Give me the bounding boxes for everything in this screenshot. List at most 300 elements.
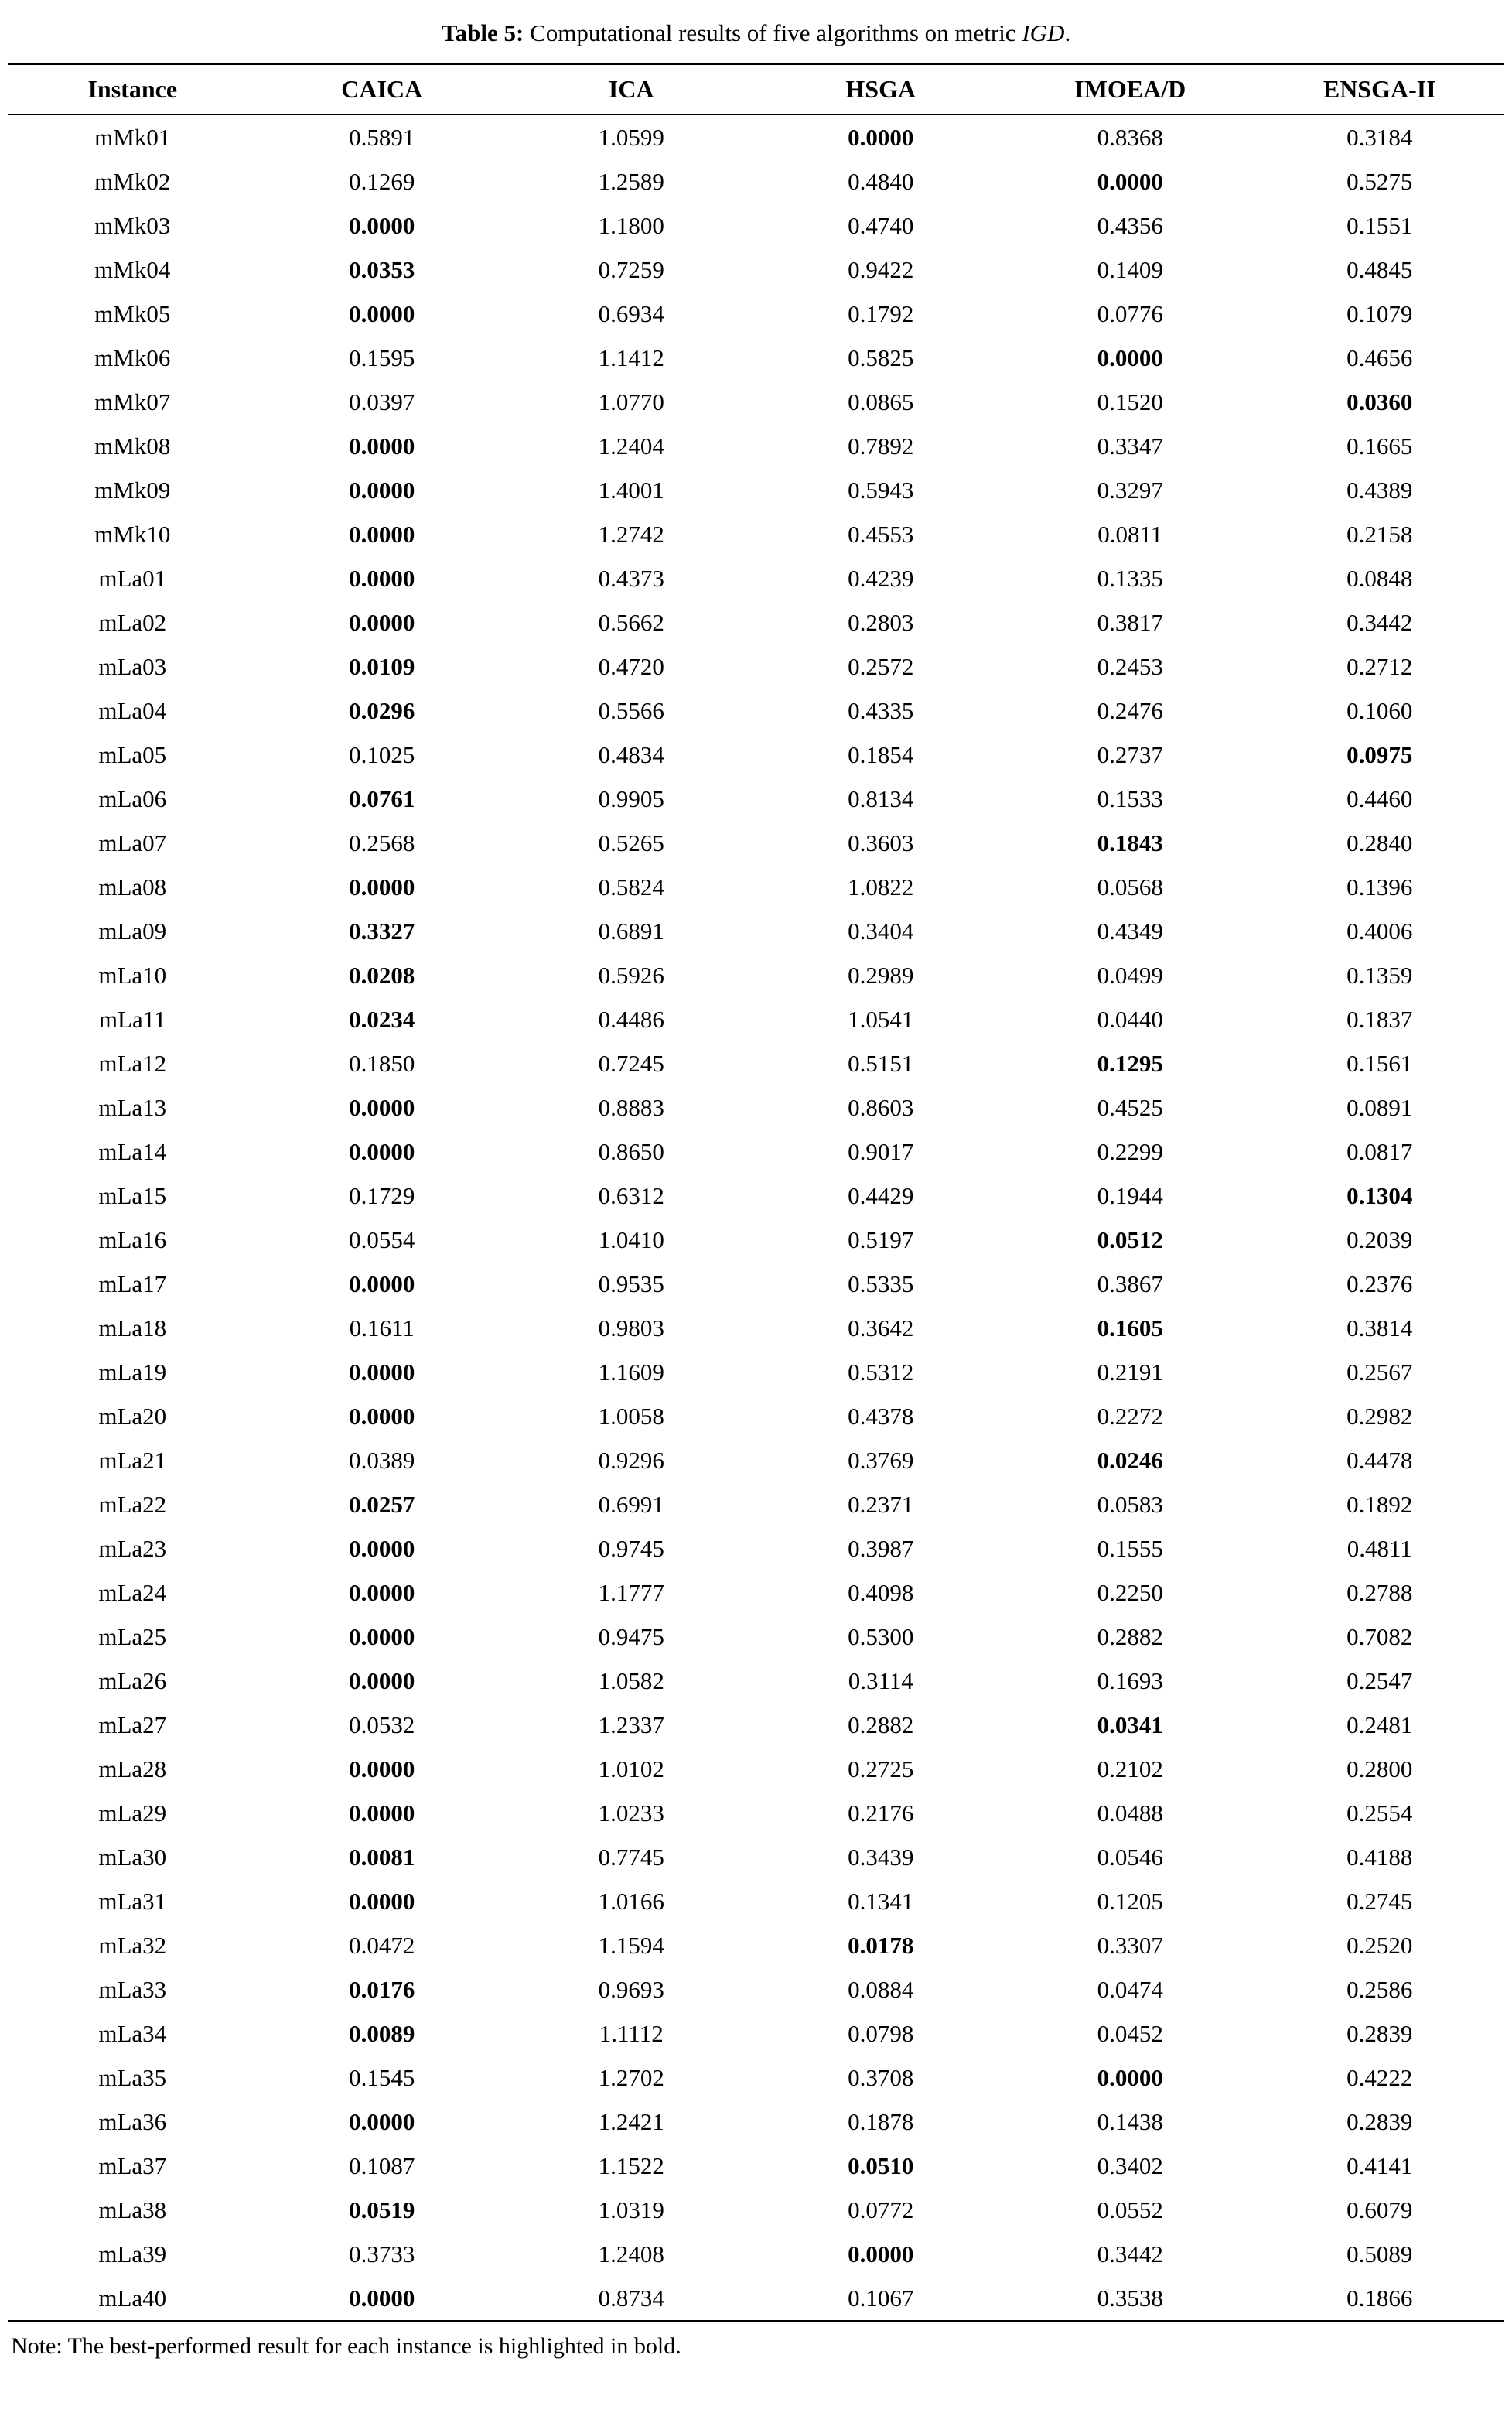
value-cell: 0.8134 (848, 785, 914, 813)
value-cell: 0.9475 (598, 1623, 664, 1651)
table-row (8, 2056, 1504, 2100)
value-cell: 0.2158 (1346, 521, 1413, 549)
value-cell: 0.1843 (1097, 829, 1163, 857)
value-cell: 0.3114 (848, 1667, 913, 1695)
value-cell: 0.1409 (1097, 256, 1163, 284)
table-row (8, 2100, 1504, 2144)
value-cell: 0.4811 (1346, 1535, 1412, 1563)
value-cell: 0.2520 (1346, 1932, 1413, 1960)
table-caption-suffix: . (1064, 19, 1071, 46)
instance-cell: mLa32 (98, 1932, 167, 1960)
instance-cell: mLa05 (98, 741, 167, 769)
results-table-body (8, 114, 1504, 2322)
value-cell: 0.0884 (848, 1976, 914, 2004)
instance-cell: mLa23 (98, 1535, 167, 1563)
value-cell: 0.1792 (848, 300, 914, 328)
value-cell: 0.1944 (1097, 1182, 1163, 1210)
value-cell: 0.9803 (598, 1314, 664, 1342)
value-cell: 0.4222 (1346, 2064, 1413, 2092)
table-row (8, 689, 1504, 733)
value-cell: 0.1067 (756, 2276, 1006, 2322)
value-cell: 0.0000 (349, 1403, 415, 1430)
table-row (8, 380, 1504, 424)
instance-cell: mLa25 (98, 1623, 167, 1651)
value-cell: 0.1555 (1097, 1535, 1163, 1563)
value-cell: 0.4373 (598, 565, 664, 593)
value-cell: 0.2745 (1346, 1888, 1413, 1916)
value-cell: 0.5197 (848, 1226, 914, 1254)
table-row (8, 1306, 1504, 1350)
table-row (8, 644, 1504, 689)
value-cell: 0.5825 (848, 344, 914, 372)
value-cell: 0.2839 (1346, 2108, 1413, 2136)
value-cell: 0.0000 (349, 521, 415, 549)
value-cell: 0.1335 (1097, 565, 1163, 593)
table-row (8, 159, 1504, 203)
value-cell: 0.2803 (848, 609, 914, 637)
instance-cell: mMk06 (94, 344, 171, 372)
value-cell: 0.0499 (1097, 962, 1163, 989)
table-row (8, 114, 1504, 159)
value-cell: 0.1892 (1346, 1491, 1413, 1519)
instance-cell: mLa21 (98, 1447, 167, 1475)
column-header: Instance (8, 64, 258, 115)
value-cell: 0.1545 (349, 2064, 415, 2092)
value-cell: 0.0089 (349, 2020, 415, 2048)
value-cell: 0.8734 (507, 2276, 756, 2322)
table-row (8, 777, 1504, 821)
table-row (8, 600, 1504, 644)
instance-cell: mLa08 (98, 873, 167, 901)
value-cell: 0.5275 (1346, 168, 1413, 196)
value-cell: 0.7745 (598, 1844, 664, 1871)
instance-cell: mMk04 (94, 256, 171, 284)
value-cell: 0.0798 (848, 2020, 914, 2048)
value-cell: 0.1837 (1346, 1006, 1413, 1034)
value-cell: 0.2102 (1097, 1755, 1163, 1783)
value-cell: 0.1533 (1097, 785, 1163, 813)
value-cell: 0.1605 (1097, 1314, 1163, 1342)
instance-cell: mLa02 (98, 609, 167, 637)
value-cell: 0.2982 (1346, 1403, 1413, 1430)
value-cell: 0.3733 (349, 2240, 415, 2268)
value-cell: 1.1777 (598, 1579, 664, 1607)
value-cell: 0.0474 (1097, 1976, 1163, 2004)
table-row (8, 1394, 1504, 1438)
instance-cell: mLa24 (98, 1579, 167, 1607)
value-cell: 0.9017 (848, 1138, 914, 1166)
value-cell: 0.1729 (349, 1182, 415, 1210)
value-cell: 0.6312 (598, 1182, 664, 1210)
instance-cell: mMk01 (94, 124, 171, 152)
table-note: Note: The best-performed result for each instance is highlighted in bold. (11, 2333, 681, 2360)
value-cell: 0.0000 (349, 1755, 415, 1783)
value-cell: 0.8650 (598, 1138, 664, 1166)
value-cell: 0.3439 (848, 1844, 914, 1871)
value-cell: 0.3307 (1097, 1932, 1163, 1960)
value-cell: 0.0552 (1097, 2196, 1163, 2224)
value-cell: 0.0000 (349, 432, 415, 460)
value-cell: 0.0178 (848, 1932, 914, 1960)
table-row (8, 1041, 1504, 1085)
value-cell: 0.0583 (1097, 1491, 1163, 1519)
value-cell: 0.0109 (349, 653, 415, 681)
instance-cell: mMk03 (94, 212, 171, 240)
value-cell: 0.2586 (1346, 1976, 1413, 2004)
value-cell: 0.0472 (349, 1932, 415, 1960)
value-cell: 0.2176 (848, 1799, 914, 1827)
results-table-head (8, 64, 1504, 115)
value-cell: 0.3404 (848, 918, 914, 945)
instance-cell: mLa31 (98, 1888, 167, 1916)
value-cell: 0.1438 (1097, 2108, 1163, 2136)
value-cell: 0.2481 (1346, 1711, 1413, 1739)
value-cell: 0.1595 (349, 344, 415, 372)
value-cell: 0.1359 (1346, 962, 1413, 989)
value-cell: 0.5089 (1346, 2240, 1413, 2268)
value-cell: 0.0519 (349, 2196, 415, 2224)
instance-cell: mLa06 (98, 785, 167, 813)
value-cell: 0.0246 (1097, 1447, 1163, 1475)
value-cell: 0.1854 (848, 741, 914, 769)
value-cell: 0.2989 (848, 962, 914, 989)
value-cell: 0.0000 (349, 212, 415, 240)
table-row (8, 468, 1504, 512)
value-cell: 1.2404 (598, 432, 664, 460)
instance-cell: mLa13 (98, 1094, 167, 1122)
table-row (8, 424, 1504, 468)
instance-cell: mLa27 (98, 1711, 167, 1739)
value-cell: 0.4141 (1346, 2152, 1413, 2180)
value-cell: 0.3327 (349, 918, 415, 945)
table-row (8, 512, 1504, 556)
value-cell: 0.0488 (1097, 1799, 1163, 1827)
value-cell: 0.5300 (848, 1623, 914, 1651)
value-cell: 0.3987 (848, 1535, 914, 1563)
table-row (8, 1350, 1504, 1394)
value-cell: 0.5943 (848, 477, 914, 504)
value-cell: 1.0058 (598, 1403, 664, 1430)
instance-cell: mMk09 (94, 477, 171, 504)
value-cell: 0.1341 (848, 1888, 914, 1916)
value-cell: 1.0582 (598, 1667, 664, 1695)
value-cell: 0.3708 (848, 2064, 914, 2092)
value-cell: 1.2337 (598, 1711, 664, 1739)
table-caption-metric: IGD (1022, 19, 1065, 46)
value-cell: 0.0000 (1097, 2064, 1163, 2092)
instance-cell: mLa34 (98, 2020, 167, 2048)
value-cell: 1.0822 (848, 873, 914, 901)
value-cell: 0.3603 (848, 829, 914, 857)
table-row (8, 556, 1504, 600)
value-cell: 0.5926 (598, 962, 664, 989)
value-cell: 0.4460 (1346, 785, 1413, 813)
value-cell: 1.0319 (598, 2196, 664, 2224)
value-cell: 0.1850 (349, 1050, 415, 1078)
instance-cell: mLa07 (98, 829, 167, 857)
value-cell: 0.0000 (349, 1358, 415, 1386)
instance-cell: mLa12 (98, 1050, 167, 1078)
table-row (8, 1659, 1504, 1703)
value-cell: 0.1693 (1097, 1667, 1163, 1695)
value-cell: 0.4553 (848, 521, 914, 549)
value-cell: 0.3817 (1097, 609, 1163, 637)
value-cell: 0.4349 (1097, 918, 1163, 945)
value-cell: 0.0341 (1097, 1711, 1163, 1739)
value-cell: 0.0975 (1346, 741, 1413, 769)
value-cell: 0.0000 (349, 1270, 415, 1298)
instance-cell: mMk08 (94, 432, 171, 460)
value-cell: 0.0353 (349, 256, 415, 284)
instance-cell: mLa37 (98, 2152, 167, 2180)
value-cell: 0.9693 (598, 1976, 664, 2004)
value-cell: 0.2568 (349, 829, 415, 857)
column-header: HSGA (756, 64, 1006, 115)
value-cell: 0.9745 (598, 1535, 664, 1563)
value-cell: 0.4389 (1346, 477, 1413, 504)
value-cell: 0.5566 (598, 697, 664, 725)
value-cell: 1.4001 (598, 477, 664, 504)
value-cell: 0.4239 (848, 565, 914, 593)
value-cell: 0.2712 (1346, 653, 1413, 681)
value-cell: 0.1611 (349, 1314, 415, 1342)
value-cell: 0.5312 (848, 1358, 914, 1386)
value-cell: 0.1866 (1255, 2276, 1505, 2322)
value-cell: 0.0000 (349, 1623, 415, 1651)
value-cell: 0.4356 (1097, 212, 1163, 240)
value-cell: 0.3442 (1097, 2240, 1163, 2268)
table-caption (8, 19, 1504, 47)
table-row (8, 1174, 1504, 1218)
column-header: ENSGA-II (1255, 64, 1505, 115)
value-cell: 0.2572 (848, 653, 914, 681)
value-cell: 0.2453 (1097, 653, 1163, 681)
value-cell: 0.2299 (1097, 1138, 1163, 1166)
table-row (8, 2144, 1504, 2188)
table-row (8, 1218, 1504, 1262)
table-row (8, 1615, 1504, 1659)
instance-cell: mMk02 (94, 168, 171, 196)
value-cell: 0.7082 (1346, 1623, 1413, 1651)
instance-cell: mMk05 (94, 300, 171, 328)
value-cell: 0.0000 (349, 609, 415, 637)
value-cell: 1.2408 (598, 2240, 664, 2268)
value-cell: 1.2589 (598, 168, 664, 196)
table-row (8, 1526, 1504, 1570)
value-cell: 0.1087 (349, 2152, 415, 2180)
instance-cell: mLa28 (98, 1755, 167, 1783)
instance-cell: mLa10 (98, 962, 167, 989)
value-cell: 1.0410 (598, 1226, 664, 1254)
instance-cell: mLa14 (98, 1138, 167, 1166)
value-cell: 0.8368 (1097, 124, 1163, 152)
table-row (8, 1791, 1504, 1835)
value-cell: 0.5151 (848, 1050, 914, 1078)
instance-cell: mLa39 (98, 2240, 167, 2268)
value-cell: 0.7245 (598, 1050, 664, 1078)
value-cell: 0.0389 (349, 1447, 415, 1475)
header-row (8, 64, 1504, 115)
value-cell: 0.5824 (598, 873, 664, 901)
value-cell: 0.6891 (598, 918, 664, 945)
instance-cell: mLa18 (98, 1314, 167, 1342)
column-header: CAICA (258, 64, 507, 115)
value-cell: 0.0000 (349, 1888, 415, 1916)
value-cell: 0.2554 (1346, 1799, 1413, 1827)
table-row (8, 1129, 1504, 1174)
value-cell: 0.8603 (848, 1094, 914, 1122)
value-cell: 0.9905 (598, 785, 664, 813)
value-cell: 0.1025 (349, 741, 415, 769)
value-cell: 0.9535 (598, 1270, 664, 1298)
value-cell: 0.4378 (848, 1403, 914, 1430)
value-cell: 0.0000 (349, 2108, 415, 2136)
instance-cell: mLa03 (98, 653, 167, 681)
value-cell: 1.1609 (598, 1358, 664, 1386)
instance-cell: mLa38 (98, 2196, 167, 2224)
value-cell: 0.4834 (598, 741, 664, 769)
value-cell: 0.0000 (349, 1094, 415, 1122)
value-cell: 0.0510 (848, 2152, 914, 2180)
value-cell: 0.2840 (1346, 829, 1413, 857)
value-cell: 1.2702 (598, 2064, 664, 2092)
value-cell: 0.2272 (1097, 1403, 1163, 1430)
table-row (8, 1085, 1504, 1129)
instance-cell: mLa19 (98, 1358, 167, 1386)
instance-cell: mLa16 (98, 1226, 167, 1254)
value-cell: 0.1665 (1346, 432, 1413, 460)
value-cell: 1.2742 (598, 521, 664, 549)
value-cell: 0.4840 (848, 168, 914, 196)
value-cell: 1.0102 (598, 1755, 664, 1783)
column-header: IMOEA/D (1005, 64, 1255, 115)
value-cell: 0.0176 (349, 1976, 415, 2004)
value-cell: 0.3442 (1346, 609, 1413, 637)
table-row (8, 336, 1504, 380)
instance-cell: mLa15 (98, 1182, 167, 1210)
table-row (8, 1438, 1504, 1482)
table-row (8, 292, 1504, 336)
value-cell: 0.2039 (1346, 1226, 1413, 1254)
table-row (8, 1967, 1504, 2011)
value-cell: 0.0234 (349, 1006, 415, 1034)
instance-cell: mLa22 (98, 1491, 167, 1519)
value-cell: 0.8883 (598, 1094, 664, 1122)
table-row (8, 2011, 1504, 2056)
value-cell: 0.0000 (1097, 344, 1163, 372)
value-cell: 0.0208 (349, 962, 415, 989)
instance-cell: mLa35 (98, 2064, 167, 2092)
value-cell: 0.1520 (1097, 388, 1163, 416)
column-header: ICA (507, 64, 756, 115)
value-cell: 0.2250 (1097, 1579, 1163, 1607)
value-cell: 0.0848 (1346, 565, 1413, 593)
value-cell: 0.2800 (1346, 1755, 1413, 1783)
value-cell: 0.0776 (1097, 300, 1163, 328)
table-row (8, 1747, 1504, 1791)
value-cell: 0.2725 (848, 1755, 914, 1783)
value-cell: 0.2567 (1346, 1358, 1413, 1386)
value-cell: 0.9422 (848, 256, 914, 284)
value-cell: 0.0000 (1097, 168, 1163, 196)
table-row (8, 821, 1504, 865)
instance-cell: mLa30 (98, 1844, 167, 1871)
table-row (8, 1262, 1504, 1306)
instance-cell: mLa20 (98, 1403, 167, 1430)
table-row (8, 865, 1504, 909)
value-cell: 0.1079 (1346, 300, 1413, 328)
instance-cell: mLa29 (98, 1799, 167, 1827)
value-cell: 0.1878 (848, 2108, 914, 2136)
table-row (8, 1703, 1504, 1747)
value-cell: 0.0000 (848, 124, 914, 152)
instance-cell: mLa17 (98, 1270, 167, 1298)
value-cell: 0.6991 (598, 1491, 664, 1519)
instance-cell: mLa09 (98, 918, 167, 945)
value-cell: 0.0772 (848, 2196, 914, 2224)
value-cell: 0.0000 (349, 477, 415, 504)
value-cell: 0.3814 (1346, 1314, 1413, 1342)
value-cell: 0.2882 (848, 1711, 914, 1739)
value-cell: 0.1396 (1346, 873, 1413, 901)
value-cell: 0.1205 (1097, 1888, 1163, 1916)
value-cell: 0.4006 (1346, 918, 1413, 945)
value-cell: 0.2191 (1097, 1358, 1163, 1386)
instance-cell: mLa04 (98, 697, 167, 725)
value-cell: 0.3297 (1097, 477, 1163, 504)
value-cell: 0.7892 (848, 432, 914, 460)
value-cell: 0.1561 (1346, 1050, 1413, 1078)
value-cell: 1.0770 (598, 388, 664, 416)
table-row (8, 953, 1504, 997)
value-cell: 0.4845 (1346, 256, 1413, 284)
table-row (8, 997, 1504, 1041)
value-cell: 0.4098 (848, 1579, 914, 1607)
value-cell: 0.0546 (1097, 1844, 1163, 1871)
value-cell: 0.0000 (258, 2276, 507, 2322)
value-cell: 1.1594 (598, 1932, 664, 1960)
value-cell: 0.0000 (349, 1799, 415, 1827)
value-cell: 0.0000 (349, 1535, 415, 1563)
value-cell: 0.2839 (1346, 2020, 1413, 2048)
table-row (8, 1835, 1504, 1879)
value-cell: 0.0000 (349, 565, 415, 593)
value-cell: 0.2882 (1097, 1623, 1163, 1651)
value-cell: 1.0233 (598, 1799, 664, 1827)
instance-cell: mLa01 (98, 565, 167, 593)
value-cell: 0.1295 (1097, 1050, 1163, 1078)
instance-cell: mLa36 (98, 2108, 167, 2136)
value-cell: 0.4525 (1097, 1094, 1163, 1122)
value-cell: 0.2371 (848, 1491, 914, 1519)
value-cell: 1.1800 (598, 212, 664, 240)
value-cell: 0.0532 (349, 1711, 415, 1739)
value-cell: 0.5891 (349, 124, 415, 152)
value-cell: 0.2476 (1097, 697, 1163, 725)
value-cell: 0.4656 (1346, 344, 1413, 372)
value-cell: 0.6079 (1346, 2196, 1413, 2224)
value-cell: 0.3867 (1097, 1270, 1163, 1298)
value-cell: 0.0865 (848, 388, 914, 416)
value-cell: 0.0554 (349, 1226, 415, 1254)
value-cell: 0.2737 (1097, 741, 1163, 769)
table-row (8, 1879, 1504, 1923)
value-cell: 0.0000 (349, 300, 415, 328)
value-cell: 0.3769 (848, 1447, 914, 1475)
value-cell: 0.3184 (1346, 124, 1413, 152)
value-cell: 0.3642 (848, 1314, 914, 1342)
value-cell: 0.0512 (1097, 1226, 1163, 1254)
